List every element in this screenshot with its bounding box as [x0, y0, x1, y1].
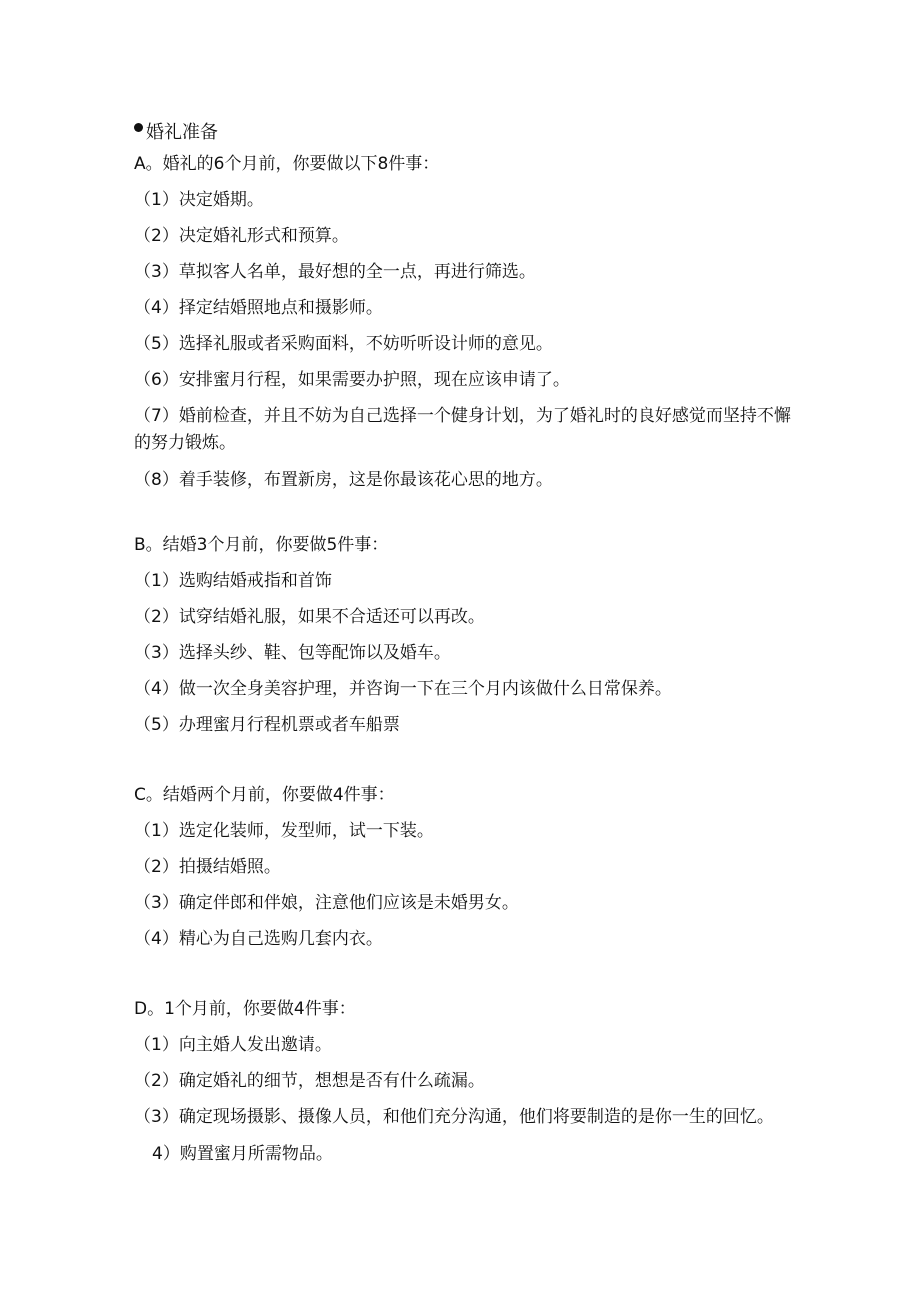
- section-c: [134, 782, 794, 962]
- list-item: （3）选择头纱、鞋、包等配饰以及婚车。: [134, 643, 451, 663]
- section-heading: A。婚礼的6个月前，你要做以下8件事：: [134, 154, 440, 174]
- list-item: （3）确定现场摄影、摄像人员，和他们充分沟通，他们将要制造的是你一生的回忆。: [134, 1107, 774, 1127]
- list-item: （5）办理蜜月行程机票或者车船票: [134, 715, 400, 735]
- list-item: （1）决定婚期。: [134, 190, 264, 210]
- list-item: （2）确定婚礼的细节，想想是否有什么疏漏。: [134, 1071, 485, 1091]
- list-item: （1）向主婚人发出邀请。: [134, 1035, 332, 1055]
- list-item: （7）婚前检查，并且不妨为自己选择一个健身计划，为了婚礼时的良好感觉而坚持不懈的努力锻炼。: [134, 406, 791, 453]
- document-title: [134, 120, 218, 146]
- list-item: （5）选择礼服或者采购面料，不妨听听设计师的意见。: [134, 334, 553, 354]
- section-heading: C。结婚两个月前，你要做4件事：: [134, 785, 395, 805]
- list-item: （8）着手装修，布置新房，这是你最该花心思的地方。: [134, 470, 553, 490]
- list-item: （2）试穿结婚礼服，如果不合适还可以再改。: [134, 607, 485, 627]
- section-a: [134, 151, 794, 503]
- bullet-icon: [134, 123, 143, 132]
- list-item: （2）拍摄结婚照。: [134, 857, 281, 877]
- list-item: （4）精心为自己选购几套内衣。: [134, 929, 383, 949]
- section-heading: D。1个月前，你要做4件事：: [134, 999, 356, 1019]
- list-item: （2）决定婚礼形式和预算。: [134, 226, 349, 246]
- list-item: 4）购置蜜月所需物品。: [152, 1144, 333, 1164]
- section-d: [134, 996, 794, 1177]
- list-item: （3）草拟客人名单，最好想的全一点，再进行筛选。: [134, 262, 536, 282]
- list-item: （1）选定化装师，发型师，试一下装。: [134, 821, 434, 841]
- list-item: （4）做一次全身美容护理，并咨询一下在三个月内该做什么日常保养。: [134, 679, 672, 699]
- section-b: [134, 532, 794, 748]
- document-title-text: 婚礼准备: [146, 122, 218, 143]
- section-heading: B。结婚3个月前，你要做5件事：: [134, 535, 389, 555]
- list-item: （1）选购结婚戒指和首饰: [134, 571, 332, 591]
- list-item: （6）安排蜜月行程，如果需要办护照，现在应该申请了。: [134, 370, 570, 390]
- list-item: （4）择定结婚照地点和摄影师。: [134, 298, 383, 318]
- list-item: （3）确定伴郎和伴娘，注意他们应该是未婚男女。: [134, 893, 519, 913]
